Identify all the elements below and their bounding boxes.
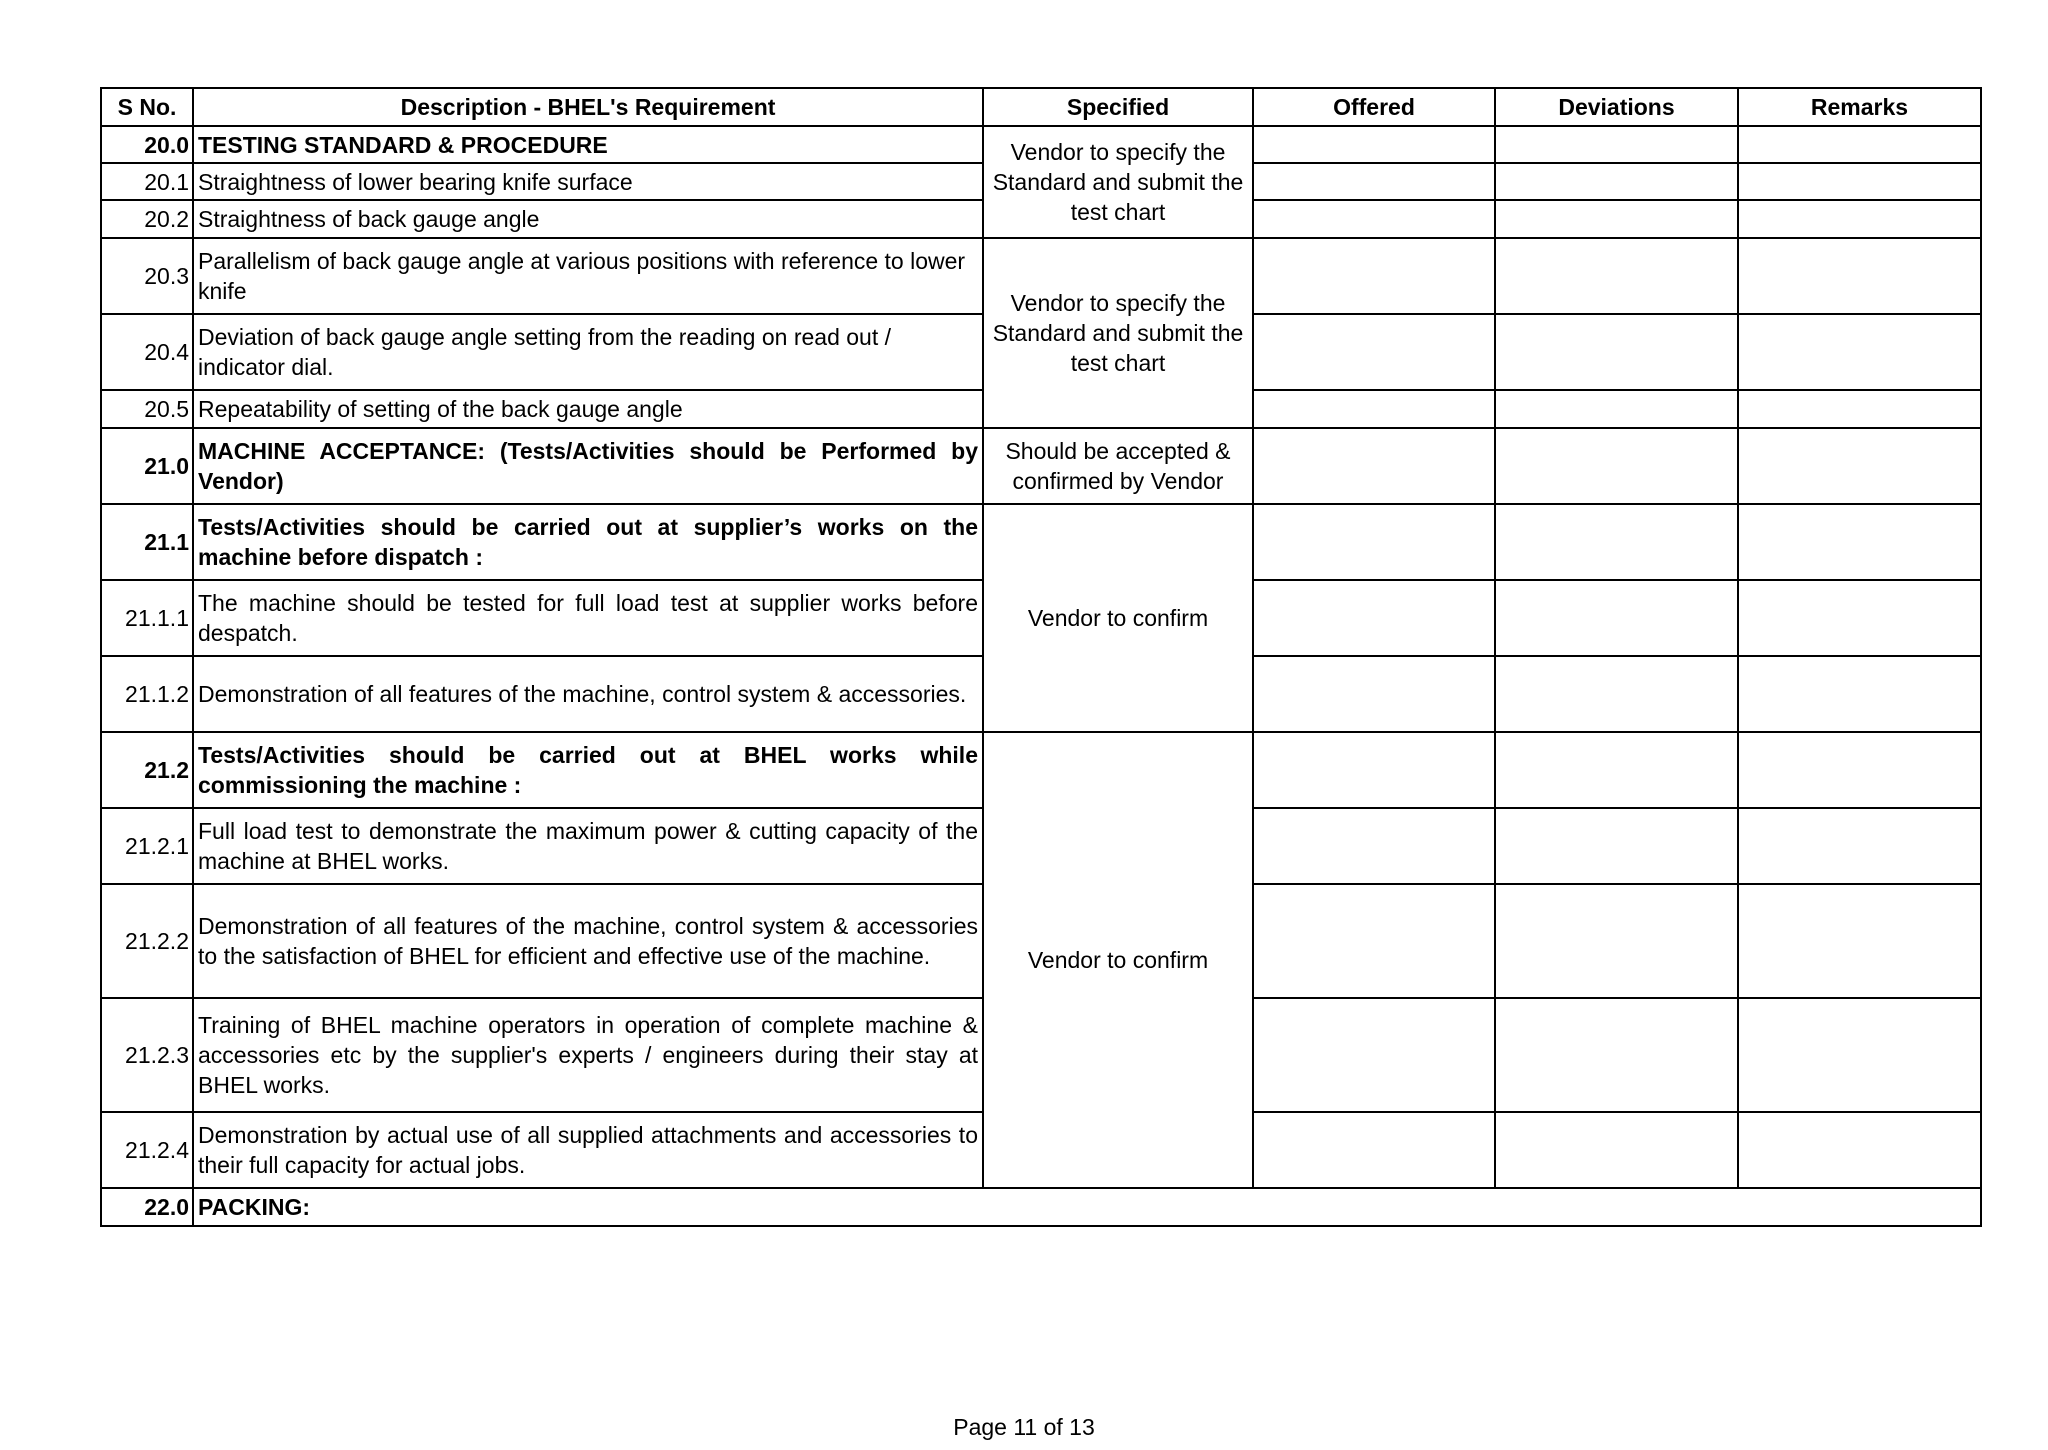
remarks-cell[interactable] [1738, 238, 1981, 314]
specified-cell: Vendor to specify the Standard and submit the test chart [983, 238, 1253, 428]
table-header-row [101, 88, 1981, 126]
remarks-cell[interactable] [1738, 390, 1981, 428]
offered-cell[interactable] [1253, 200, 1495, 238]
deviations-cell[interactable] [1495, 580, 1738, 656]
row-description: Deviation of back gauge angle setting from the reading on read out / indicator dial. [193, 314, 983, 390]
remarks-cell[interactable] [1738, 808, 1981, 884]
offered-cell[interactable] [1253, 238, 1495, 314]
offered-cell[interactable] [1253, 428, 1495, 504]
offered-cell[interactable] [1253, 808, 1495, 884]
row-sno: 22.0 [101, 1188, 193, 1226]
row-description: Straightness of lower bearing knife surface [193, 163, 983, 200]
deviations-cell[interactable] [1495, 884, 1738, 998]
row-description: Demonstration of all features of the machine, control system & accessories. [193, 656, 983, 732]
row-description: Demonstration by actual use of all supplied attachments and accessories to their full capacity for actual jobs. [193, 1112, 983, 1188]
remarks-cell[interactable] [1738, 998, 1981, 1112]
table-row [101, 428, 1981, 504]
remarks-cell[interactable] [1738, 428, 1981, 504]
deviations-cell[interactable] [1495, 314, 1738, 390]
deviations-cell[interactable] [1495, 504, 1738, 580]
row-sno: 20.5 [101, 390, 193, 428]
table-row [101, 732, 1981, 808]
remarks-cell[interactable] [1738, 1112, 1981, 1188]
table-row [101, 504, 1981, 580]
remarks-cell[interactable] [1738, 163, 1981, 200]
offered-cell[interactable] [1253, 1112, 1495, 1188]
table-row [101, 238, 1981, 314]
offered-cell[interactable] [1253, 126, 1495, 163]
row-sno: 21.2.4 [101, 1112, 193, 1188]
row-description: PACKING: [193, 1188, 1981, 1226]
deviations-cell[interactable] [1495, 238, 1738, 314]
deviations-cell[interactable] [1495, 390, 1738, 428]
header-deviations: Deviations [1495, 88, 1738, 126]
row-description: The machine should be tested for full load test at supplier works before despatch. [193, 580, 983, 656]
deviations-cell[interactable] [1495, 428, 1738, 504]
offered-cell[interactable] [1253, 314, 1495, 390]
row-description: Repeatability of setting of the back gauge angle [193, 390, 983, 428]
header-specified: Specified [983, 88, 1253, 126]
row-sno: 20.1 [101, 163, 193, 200]
remarks-cell[interactable] [1738, 656, 1981, 732]
specified-cell: Should be accepted & confirmed by Vendor [983, 428, 1253, 504]
row-sno: 20.4 [101, 314, 193, 390]
header-remarks: Remarks [1738, 88, 1981, 126]
offered-cell[interactable] [1253, 580, 1495, 656]
remarks-cell[interactable] [1738, 884, 1981, 998]
row-sno: 21.1 [101, 504, 193, 580]
offered-cell[interactable] [1253, 504, 1495, 580]
row-description: Straightness of back gauge angle [193, 200, 983, 238]
remarks-cell[interactable] [1738, 200, 1981, 238]
row-description: Tests/Activities should be carried out at BHEL works while commissioning the machine : [193, 732, 983, 808]
row-sno: 21.2 [101, 732, 193, 808]
table-row [101, 126, 1981, 163]
offered-cell[interactable] [1253, 998, 1495, 1112]
table-row [101, 1188, 1981, 1226]
row-sno: 21.2.3 [101, 998, 193, 1112]
row-sno: 20.0 [101, 126, 193, 163]
deviations-cell[interactable] [1495, 808, 1738, 884]
row-sno: 20.2 [101, 200, 193, 238]
remarks-cell[interactable] [1738, 314, 1981, 390]
row-description: Demonstration of all features of the machine, control system & accessories to the satisfaction of BHEL for efficient and effective use of the machine. [193, 884, 983, 998]
row-sno: 20.3 [101, 238, 193, 314]
row-description: Full load test to demonstrate the maximum power & cutting capacity of the machine at BHEL works. [193, 808, 983, 884]
remarks-cell[interactable] [1738, 504, 1981, 580]
row-sno: 21.2.2 [101, 884, 193, 998]
offered-cell[interactable] [1253, 884, 1495, 998]
offered-cell[interactable] [1253, 390, 1495, 428]
row-description: MACHINE ACCEPTANCE: (Tests/Activities should be Performed by Vendor) [193, 428, 983, 504]
header-sno: S No. [101, 88, 193, 126]
offered-cell[interactable] [1253, 163, 1495, 200]
deviations-cell[interactable] [1495, 1112, 1738, 1188]
specified-cell: Vendor to specify the Standard and submit the test chart [983, 126, 1253, 238]
row-sno: 21.1.1 [101, 580, 193, 656]
remarks-cell[interactable] [1738, 126, 1981, 163]
deviations-cell[interactable] [1495, 200, 1738, 238]
deviations-cell[interactable] [1495, 163, 1738, 200]
offered-cell[interactable] [1253, 656, 1495, 732]
specified-cell: Vendor to confirm [983, 504, 1253, 732]
remarks-cell[interactable] [1738, 580, 1981, 656]
row-description: Training of BHEL machine operators in operation of complete machine & accessories etc by the supplier's experts / engineers during their stay at BHEL works. [193, 998, 983, 1112]
remarks-cell[interactable] [1738, 732, 1981, 808]
row-description: TESTING STANDARD & PROCEDURE [193, 126, 983, 163]
row-sno: 21.0 [101, 428, 193, 504]
header-offered: Offered [1253, 88, 1495, 126]
row-sno: 21.1.2 [101, 656, 193, 732]
specification-table [100, 87, 1982, 1227]
deviations-cell[interactable] [1495, 732, 1738, 808]
page-number: Page 11 of 13 [953, 1414, 1095, 1440]
row-sno: 21.2.1 [101, 808, 193, 884]
deviations-cell[interactable] [1495, 656, 1738, 732]
offered-cell[interactable] [1253, 732, 1495, 808]
header-description: Description - BHEL's Requirement [193, 88, 983, 126]
specified-cell: Vendor to confirm [983, 732, 1253, 1188]
row-description: Tests/Activities should be carried out at supplier’s works on the machine before dispatch : [193, 504, 983, 580]
row-description: Parallelism of back gauge angle at various positions with reference to lower knife [193, 238, 983, 314]
deviations-cell[interactable] [1495, 126, 1738, 163]
deviations-cell[interactable] [1495, 998, 1738, 1112]
